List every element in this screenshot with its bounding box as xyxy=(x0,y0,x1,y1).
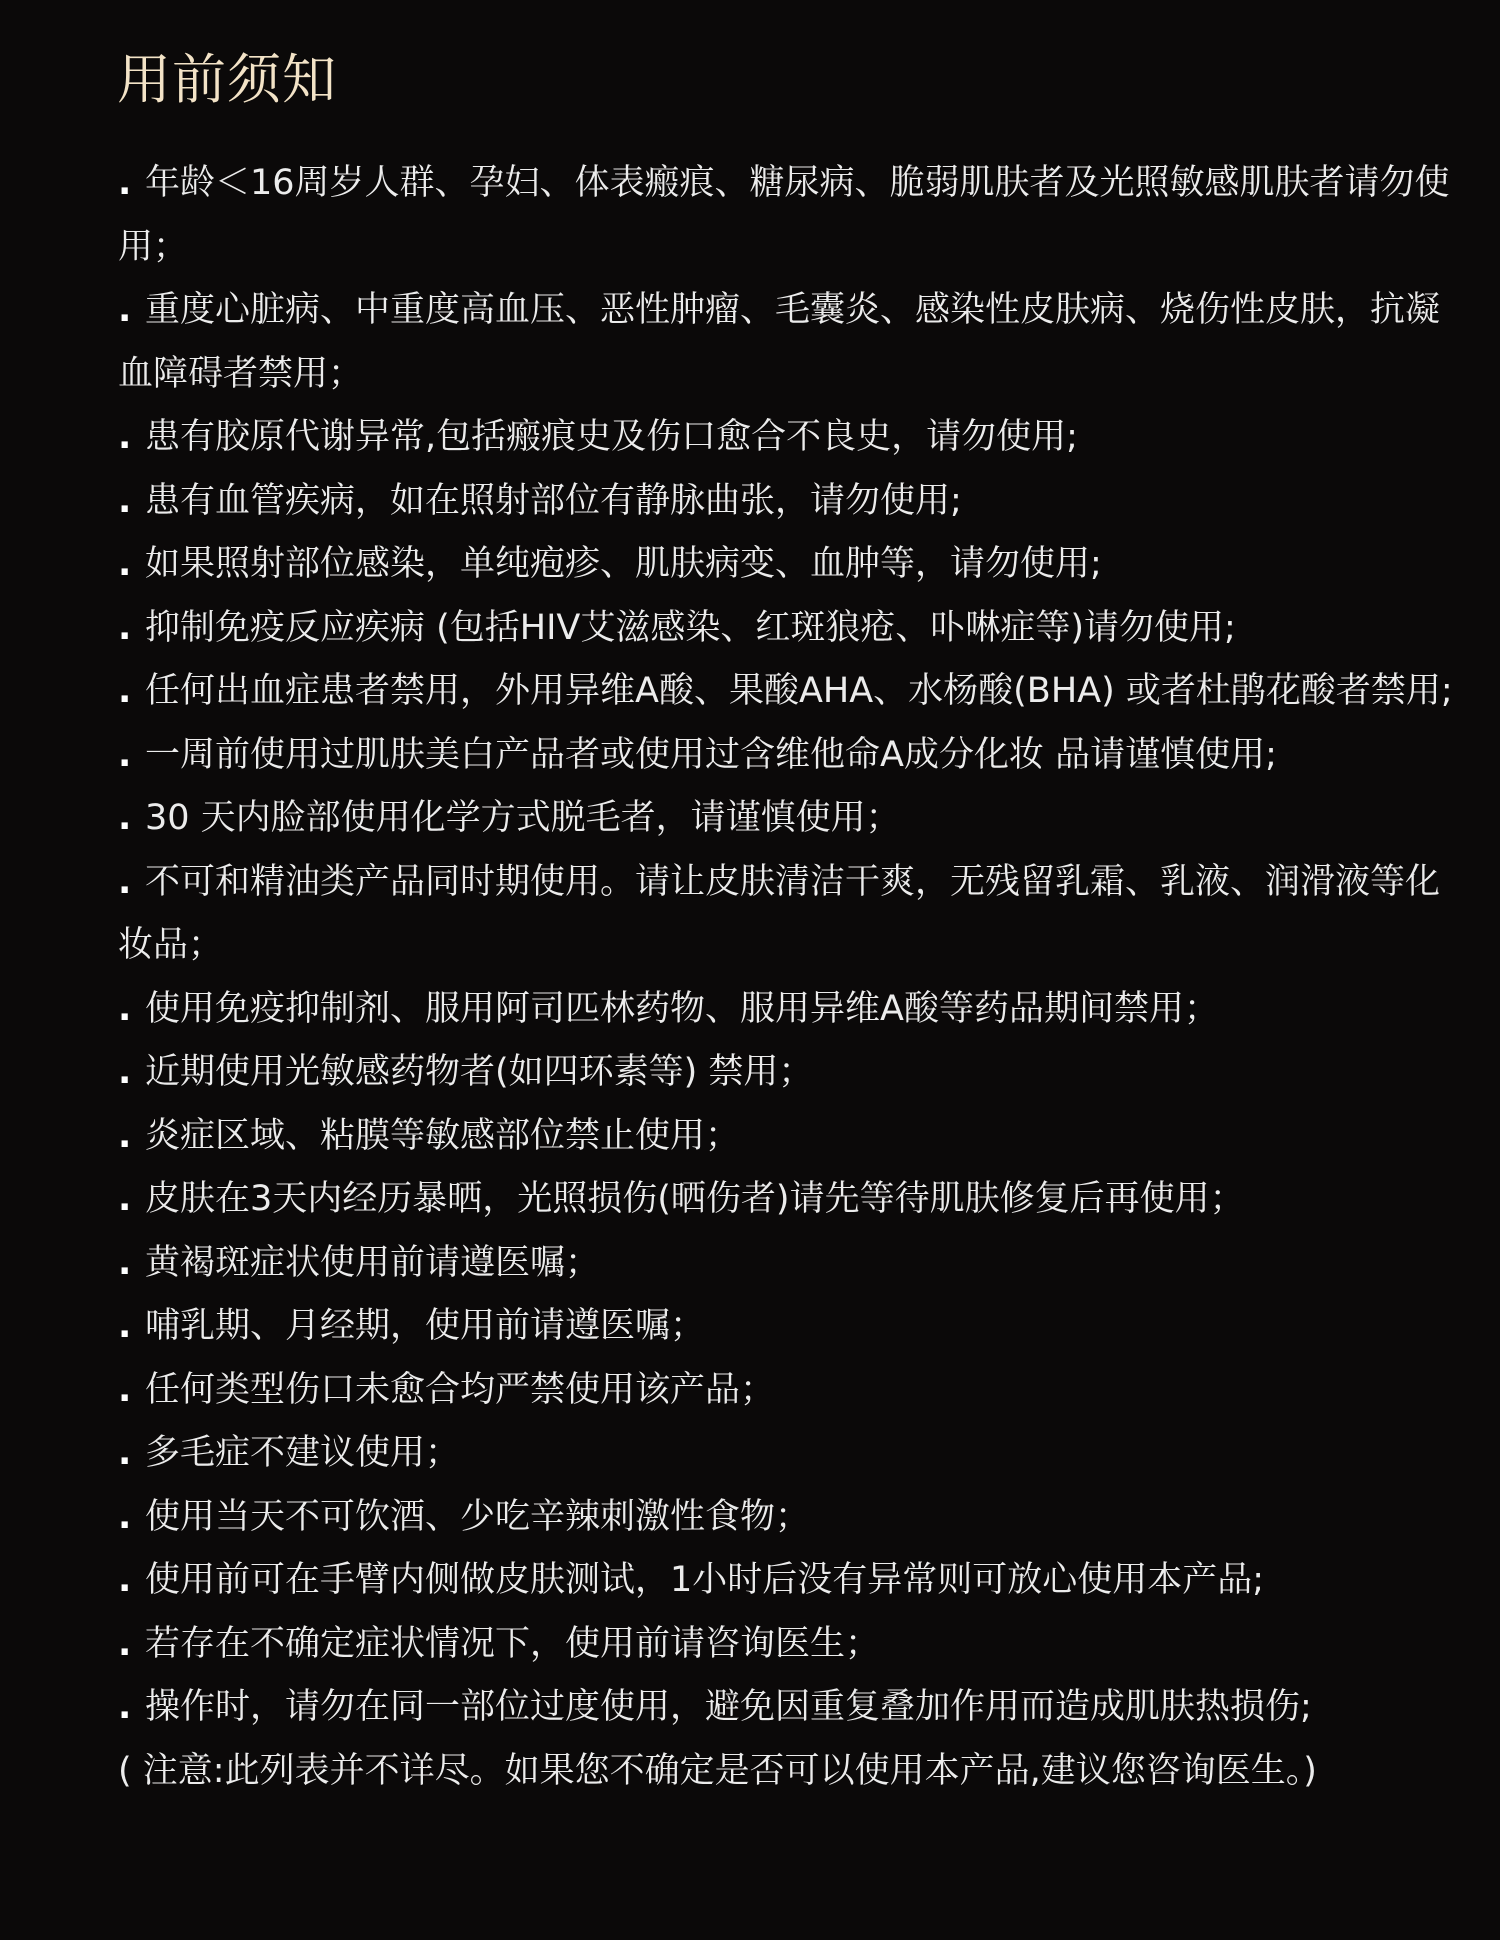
list-item-text: 哺乳期、月经期，使用前请遵医嘱； xyxy=(145,1306,706,1346)
list-item-text: 年龄＜16周岁人群、孕妇、体表瘢痕、糖尿病、脆弱肌肤者及光照敏感肌肤者请勿使用； xyxy=(118,163,1450,267)
list-item xyxy=(118,1041,1453,1105)
bullet-icon: . xyxy=(118,417,132,457)
bullet-icon: . xyxy=(118,1115,132,1156)
list-item xyxy=(118,1168,1453,1232)
bullet-icon: . xyxy=(118,1052,132,1092)
bullet-icon: . xyxy=(118,544,132,584)
list-item xyxy=(118,406,1453,470)
list-item xyxy=(118,1359,1453,1423)
list-item-text: 任何类型伤口未愈合均严禁使用该产品； xyxy=(145,1369,776,1410)
list-item-text: 一周前使用过肌肤美白产品者或使用过含维他命A成分化妆 品请谨慎使用; xyxy=(145,734,1277,775)
list-item xyxy=(118,1486,1453,1550)
precautions-list xyxy=(118,152,1453,1803)
bullet-icon: . xyxy=(118,1496,132,1537)
bullet-icon: . xyxy=(118,1179,132,1219)
list-item-text: 使用当天不可饮酒、少吃辛辣刺激性食物； xyxy=(145,1496,811,1537)
bullet-icon: . xyxy=(118,607,132,648)
bullet-icon: . xyxy=(118,734,132,775)
list-item xyxy=(118,597,1453,661)
list-item xyxy=(118,787,1453,851)
list-item xyxy=(118,1295,1453,1359)
list-item xyxy=(118,1676,1453,1740)
list-item-text: 使用免疫抑制剂、服用阿司匹林药物、服用异维A酸等药品期间禁用； xyxy=(145,988,1219,1029)
list-item-text: 近期使用光敏感药物者(如四环素等) 禁用； xyxy=(145,1052,814,1092)
bullet-icon: . xyxy=(118,290,132,330)
bullet-icon: . xyxy=(118,1560,132,1600)
list-item-text: 皮肤在3天内经历暴晒，光照损伤(晒伤者)请先等待肌肤修复后再使用； xyxy=(145,1179,1245,1219)
list-item xyxy=(118,724,1453,788)
list-item xyxy=(118,978,1453,1042)
list-item-text: 炎症区域、粘膜等敏感部位禁止使用； xyxy=(145,1115,741,1156)
list-item xyxy=(118,1549,1453,1613)
list-item-text: 抑制免疫反应疾病 (包括HIV艾滋感染、红斑狼疮、卟啉症等)请勿使用; xyxy=(145,607,1236,648)
list-item-text: 患有血管疾病，如在照射部位有静脉曲张，请勿使用; xyxy=(145,480,962,521)
bullet-icon: . xyxy=(118,1687,132,1727)
bullet-icon: . xyxy=(118,1242,132,1283)
list-item-text: 重度心脏病、中重度高血压、恶性肿瘤、毛囊炎、感染性皮肤病、烧伤性皮肤，抗凝血障碍者禁用； xyxy=(118,290,1441,394)
bullet-icon: . xyxy=(118,1433,132,1473)
list-item-text: 任何出血症患者禁用，外用异维A酸、果酸AHA、水杨酸(BHA) 或者杜鹃花酸者禁用; xyxy=(145,671,1453,711)
list-item-text: 30 天内脸部使用化学方式脱毛者，请谨慎使用； xyxy=(145,798,901,838)
list-item xyxy=(118,851,1453,978)
list-item xyxy=(118,660,1453,724)
list-item-text: 操作时，请勿在同一部位过度使用，避免因重复叠加作用而造成肌肤热损伤; xyxy=(145,1687,1312,1727)
disclaimer-note: ( 注意:此列表并不详尽。如果您不确定是否可以使用本产品,建议您咨询医生。) xyxy=(118,1750,1317,1791)
page-title: 用前须知 xyxy=(117,48,337,111)
list-item xyxy=(118,1232,1453,1296)
bullet-icon: . xyxy=(118,480,132,521)
list-item-text: 不可和精油类产品同时期使用。请让皮肤清洁干爽，无残留乳霜、乳液、润滑液等化妆品； xyxy=(118,861,1441,965)
bullet-icon: . xyxy=(118,988,132,1029)
list-item xyxy=(118,152,1453,279)
bullet-icon: . xyxy=(118,861,132,902)
list-item-text: 若存在不确定症状情况下，使用前请咨询医生； xyxy=(145,1623,881,1664)
list-item-text: 黄褐斑症状使用前请遵医嘱； xyxy=(145,1242,601,1283)
list-item xyxy=(118,1422,1453,1486)
list-item xyxy=(118,1105,1453,1169)
bullet-icon: . xyxy=(118,1369,132,1410)
list-item-text: 患有胶原代谢异常,包括瘢痕史及伤口愈合不良史，请勿使用; xyxy=(145,417,1078,457)
list-item-text: 使用前可在手臂内侧做皮肤测试，1小时后没有异常则可放心使用本产品; xyxy=(145,1560,1265,1600)
bullet-icon: . xyxy=(118,798,132,838)
list-item xyxy=(118,1613,1453,1677)
bullet-icon: . xyxy=(118,1623,132,1664)
bullet-icon: . xyxy=(118,1306,132,1346)
list-item-text: 如果照射部位感染，单纯疱疹、肌肤病变、血肿等，请勿使用; xyxy=(145,544,1102,584)
bullet-icon: . xyxy=(118,163,132,203)
bullet-icon: . xyxy=(118,671,132,711)
list-item xyxy=(118,470,1453,534)
list-item-text: 多毛症不建议使用； xyxy=(145,1433,461,1473)
list-item xyxy=(118,279,1453,406)
list-item xyxy=(118,533,1453,597)
